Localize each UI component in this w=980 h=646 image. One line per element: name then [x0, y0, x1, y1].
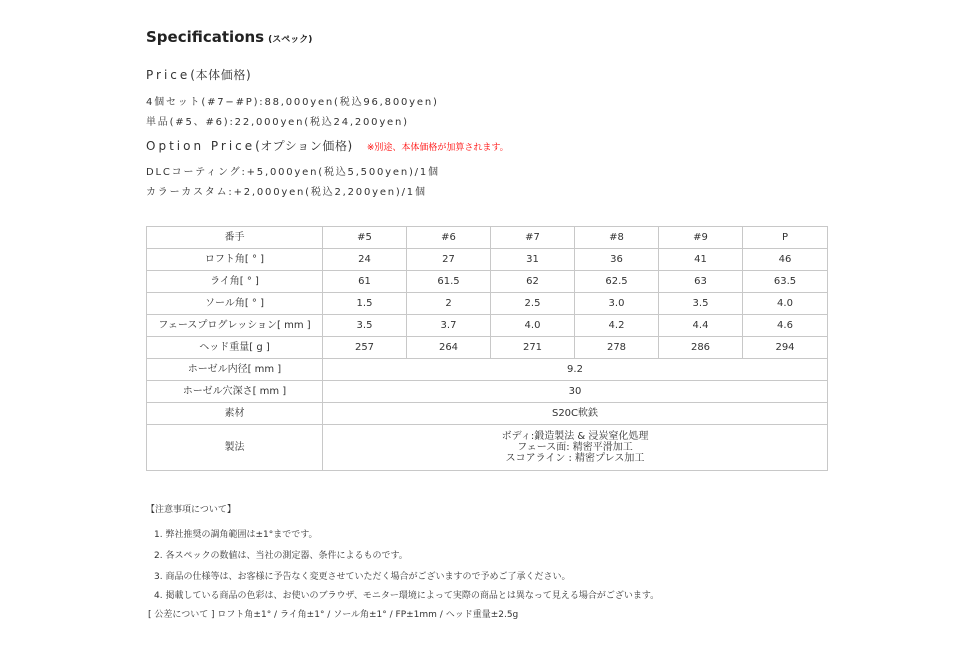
table-row-face-progression	[147, 315, 828, 337]
row-label: ソール角[ ° ]	[147, 293, 323, 315]
option-price-heading-text: Option Price	[146, 139, 256, 153]
row-label: 製法	[147, 425, 323, 471]
note-item: 4. 掲載している商品の色彩は、お使いのブラウザ、モニター環境によって実際の商品とは異なって見える場合がございます。	[154, 591, 660, 601]
table-cell: 1.5	[323, 293, 407, 315]
table-cell-method	[323, 425, 828, 471]
table-cell: 2.5	[491, 293, 575, 315]
table-cell: 286	[659, 337, 743, 359]
table-cell: 63.5	[743, 271, 828, 293]
table-cell: 4.2	[575, 315, 659, 337]
table-header-cell: #6	[407, 227, 491, 249]
table-cell: 4.0	[743, 293, 828, 315]
option-color-line: カラーカスタム:+2,000yen(税込2,200yen)/1個	[146, 187, 427, 198]
table-row-sole	[147, 293, 828, 315]
note-item: 2. 各スペックの数値は、当社の測定器、条件によるものです。	[154, 551, 408, 561]
option-dlc-line: DLCコーティング:+5,000yen(税込5,500yen)/1個	[146, 167, 440, 178]
table-row-lie	[147, 271, 828, 293]
row-label: 素材	[147, 403, 323, 425]
table-header-cell: 番手	[147, 227, 323, 249]
method-line: スコアライン : 精密プレス加工	[505, 453, 645, 464]
price-heading-text: Price	[146, 68, 191, 82]
method-line: ボディ:鍛造製法 & 浸炭窒化処理	[501, 431, 649, 442]
row-label: ロフト角[ ° ]	[147, 249, 323, 271]
table-cell: 31	[491, 249, 575, 271]
table-cell: 264	[407, 337, 491, 359]
table-row-loft	[147, 249, 828, 271]
table-cell: 2	[407, 293, 491, 315]
table-cell: 271	[491, 337, 575, 359]
page-title	[146, 27, 312, 46]
table-cell: 27	[407, 249, 491, 271]
table-cell: 4.0	[491, 315, 575, 337]
table-cell: 294	[743, 337, 828, 359]
row-label: フェースプログレッション[ mm ]	[147, 315, 323, 337]
table-cell: 3.5	[659, 293, 743, 315]
note-item: 3. 商品の仕様等は、お客様に予告なく変更させていただく場合がございますので予めご了承ください。	[154, 572, 571, 582]
table-cell: 30	[323, 381, 828, 403]
table-cell: 257	[323, 337, 407, 359]
table-cell: 4.6	[743, 315, 828, 337]
table-row-material	[147, 403, 828, 425]
tolerance-line: [ 公差について ] ロフト角±1° / ライ角±1° / ソール角±1° / FP±1mm / ヘッド重量±2.5g	[148, 610, 519, 620]
table-cell: 63	[659, 271, 743, 293]
table-header-cell: P	[743, 227, 828, 249]
table-cell: 4.4	[659, 315, 743, 337]
method-line: フェース面: 精密平滑加工	[517, 442, 633, 453]
option-price-heading-jp: (オプション価格)	[255, 139, 353, 153]
table-row-head-weight	[147, 337, 828, 359]
table-header-cell: #5	[323, 227, 407, 249]
table-header-cell: #8	[575, 227, 659, 249]
price-set-line: 4個セット(#7−#P):88,000yen(税込96,800yen)	[146, 97, 439, 108]
title-main: Specifications	[146, 28, 265, 46]
table-cell: 278	[575, 337, 659, 359]
price-heading	[146, 66, 251, 83]
option-price-note: ※別途、本体価格が加算されます。	[366, 143, 509, 153]
table-cell: 41	[659, 249, 743, 271]
table-cell: 62	[491, 271, 575, 293]
table-row-hosel-depth	[147, 381, 828, 403]
table-cell: 3.7	[407, 315, 491, 337]
table-cell: S20C軟鉄	[323, 403, 828, 425]
table-header-cell: #7	[491, 227, 575, 249]
table-row-hosel-inner	[147, 359, 828, 381]
table-header-cell: #9	[659, 227, 743, 249]
table-cell: 3.0	[575, 293, 659, 315]
spec-table	[146, 226, 828, 471]
price-heading-jp: (本体価格)	[190, 68, 252, 82]
table-cell: 61.5	[407, 271, 491, 293]
price-single-line: 単品(#5、#6):22,000yen(税込24,200yen)	[146, 117, 409, 128]
table-cell: 61	[323, 271, 407, 293]
row-label: ヘッド重量[ g ]	[147, 337, 323, 359]
title-sub: (スペック)	[268, 35, 313, 45]
table-cell: 3.5	[323, 315, 407, 337]
table-cell: 62.5	[575, 271, 659, 293]
option-price-heading	[146, 137, 509, 154]
table-cell: 46	[743, 249, 828, 271]
table-cell: 24	[323, 249, 407, 271]
table-cell: 36	[575, 249, 659, 271]
table-cell: 9.2	[323, 359, 828, 381]
note-item: 1. 弊社推奨の調角範囲は±1°までです。	[154, 530, 318, 540]
table-header-row	[147, 227, 828, 249]
row-label: ホーゼル穴深さ[ mm ]	[147, 381, 323, 403]
table-row-method	[147, 425, 828, 471]
row-label: ホーゼル内径[ mm ]	[147, 359, 323, 381]
row-label: ライ角[ ° ]	[147, 271, 323, 293]
notes-title: 【注意事項について】	[146, 505, 236, 515]
